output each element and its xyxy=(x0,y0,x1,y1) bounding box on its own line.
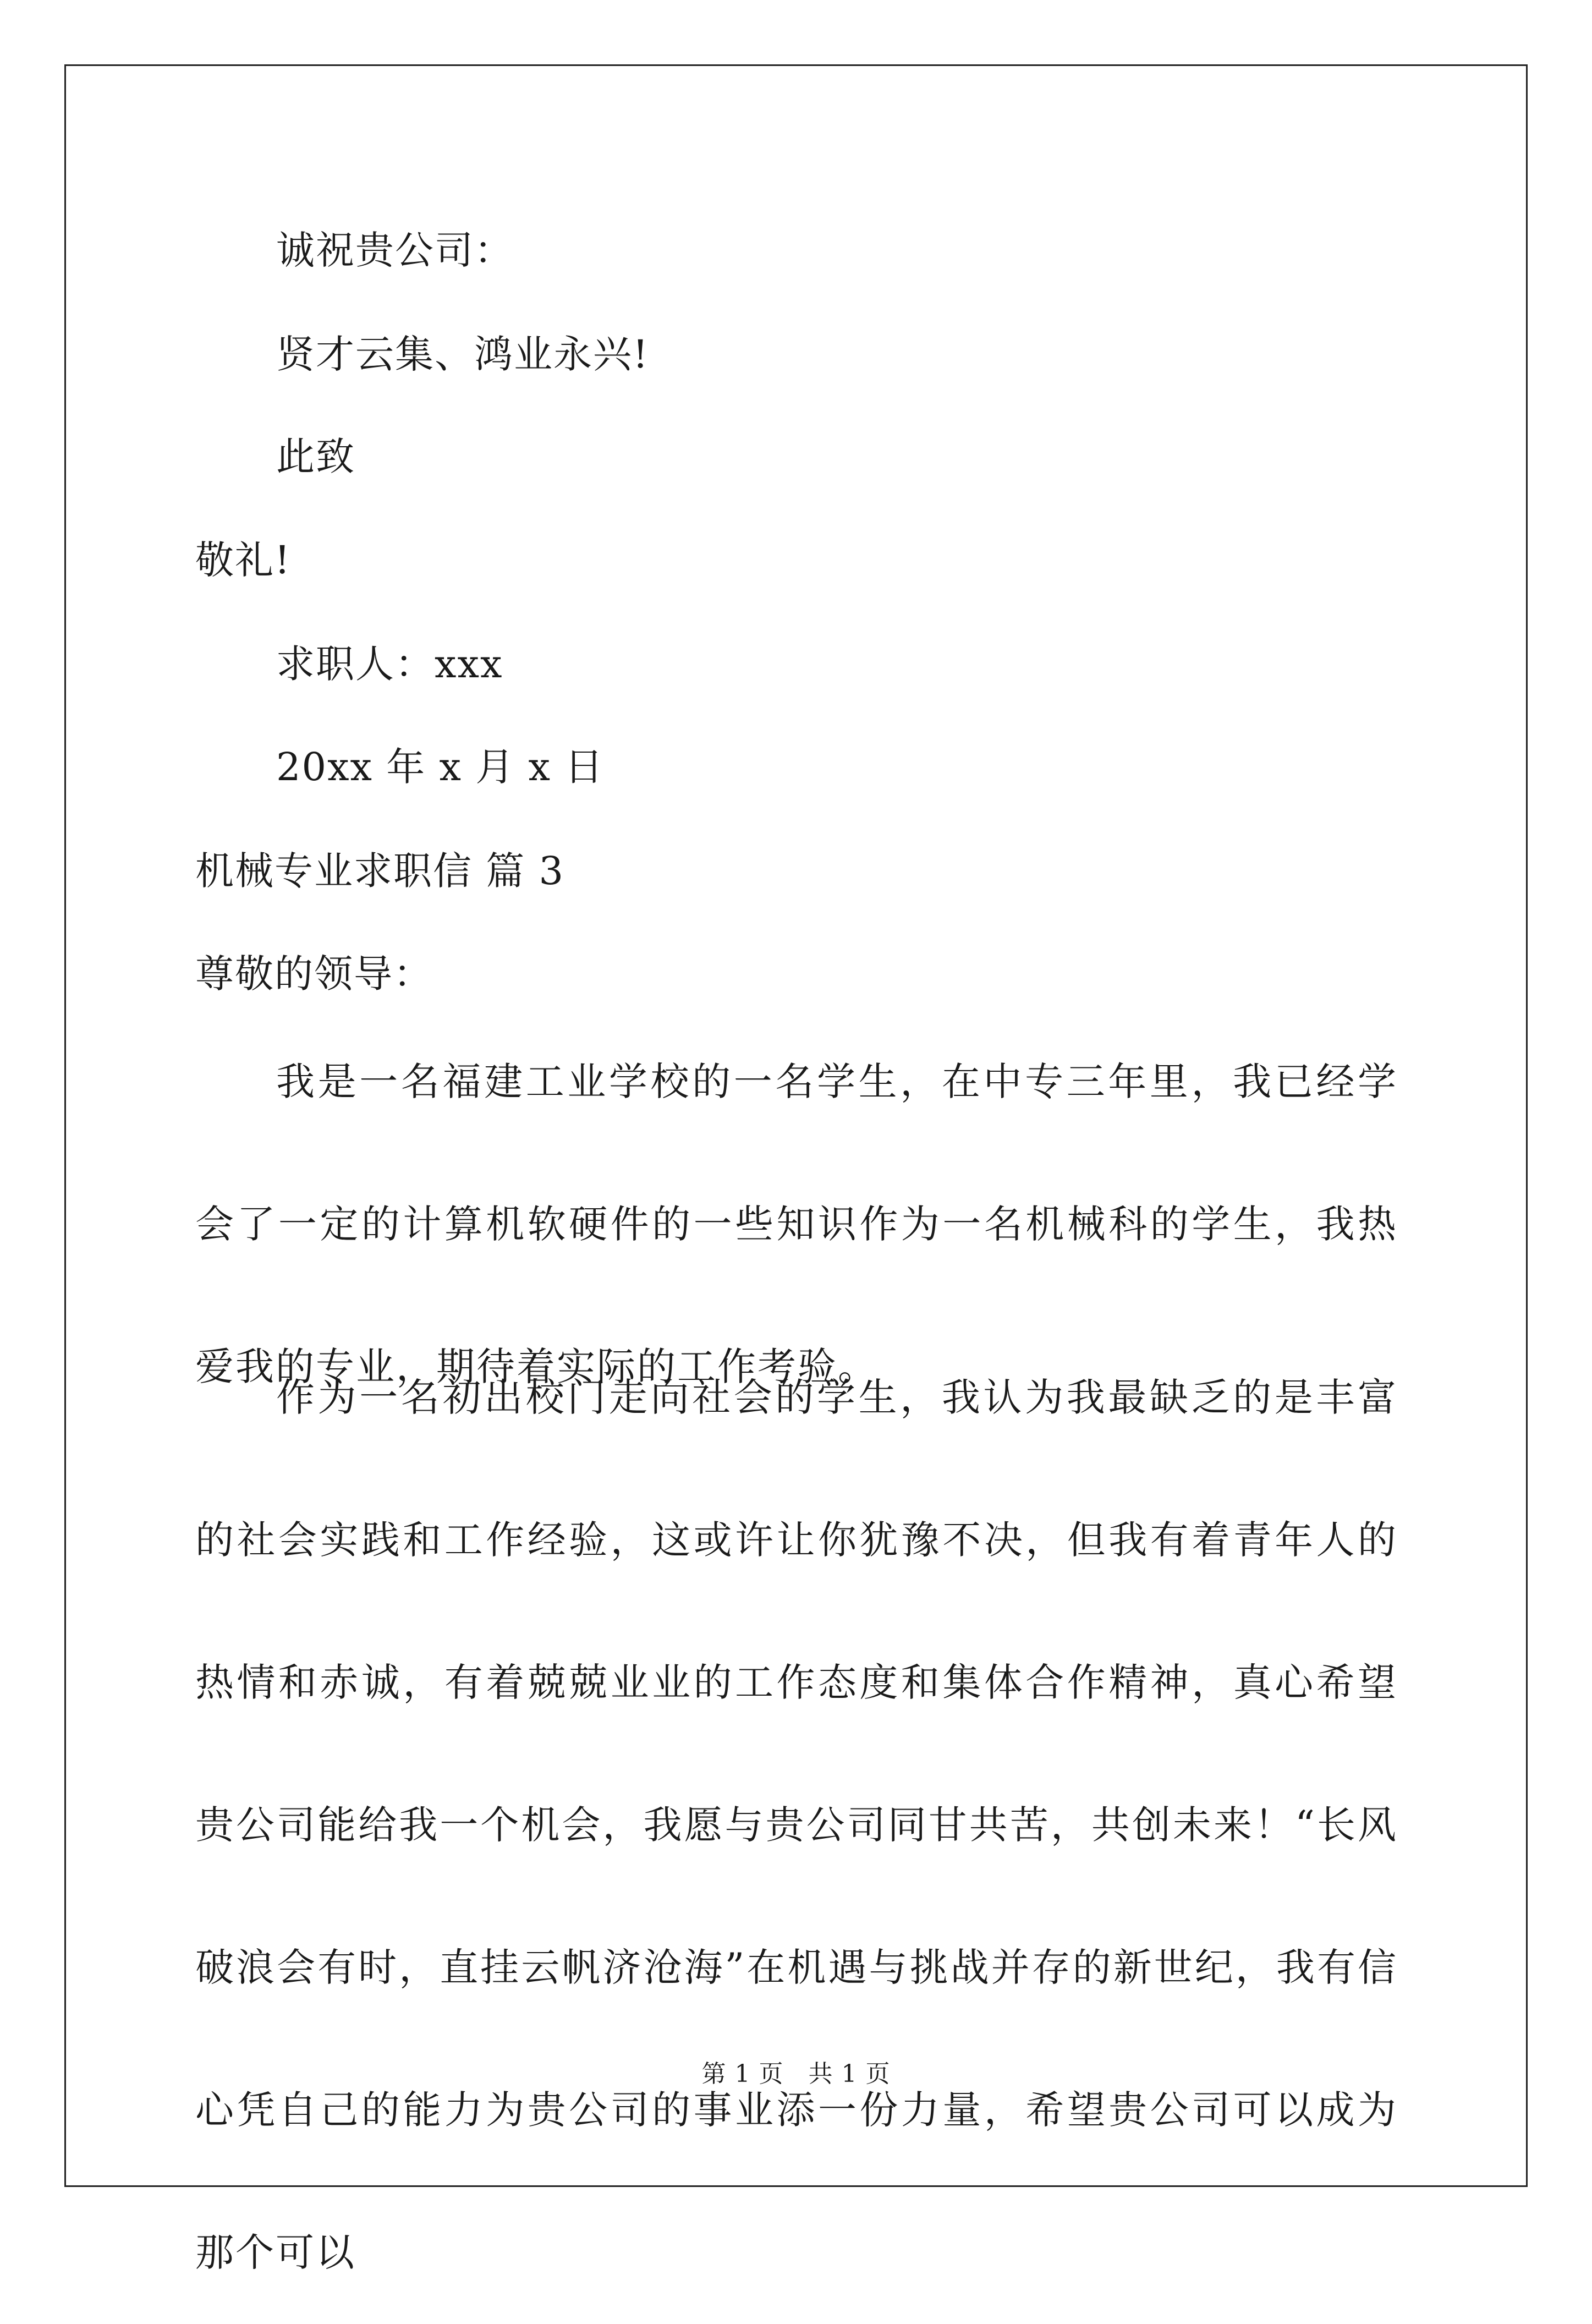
body-paragraph-1: 我是一名福建工业学校的一名学生，在中专三年里，我已经学会了一定的计算机软硬件的一些知识作为一名机械科的学生，我热爱我的专业，期待着实际的工作考验。 xyxy=(195,1059,1398,1389)
wish-text: 贤才云集、鸿业永兴! xyxy=(276,332,650,377)
section-heading: 机械专业求职信 篇 3 xyxy=(195,848,565,894)
wish-intro: 诚祝贵公司： xyxy=(276,228,514,273)
signature: 求职人：xxx xyxy=(276,642,503,687)
regards: 敬礼! xyxy=(195,538,292,583)
regards-intro: 此致 xyxy=(276,434,355,479)
page-footer: 第 1 页 共 1 页 xyxy=(701,2060,891,2088)
body-paragraph-2: 作为一名初出校门走向社会的学生，我认为我最缺乏的是丰富的社会实践和工作经验，这或许让你犹豫不决，但我有着青年人的热情和赤诚，有着兢兢业业的工作态度和集体合作精神，真心希望贵公司能给我一个机会，我愿与贵公司同甘共苦，共创未来！“长风破浪会有时，直挂云帆济沧海”在机遇与挑战并存的新世纪，我有信心凭自己的能力为贵公司的事业添一份力量，希望贵公司可以成为那个可以 xyxy=(195,1375,1398,2275)
salutation: 尊敬的领导： xyxy=(195,951,433,996)
letter-date: 20xx 年 x 月 x 日 xyxy=(276,744,605,790)
